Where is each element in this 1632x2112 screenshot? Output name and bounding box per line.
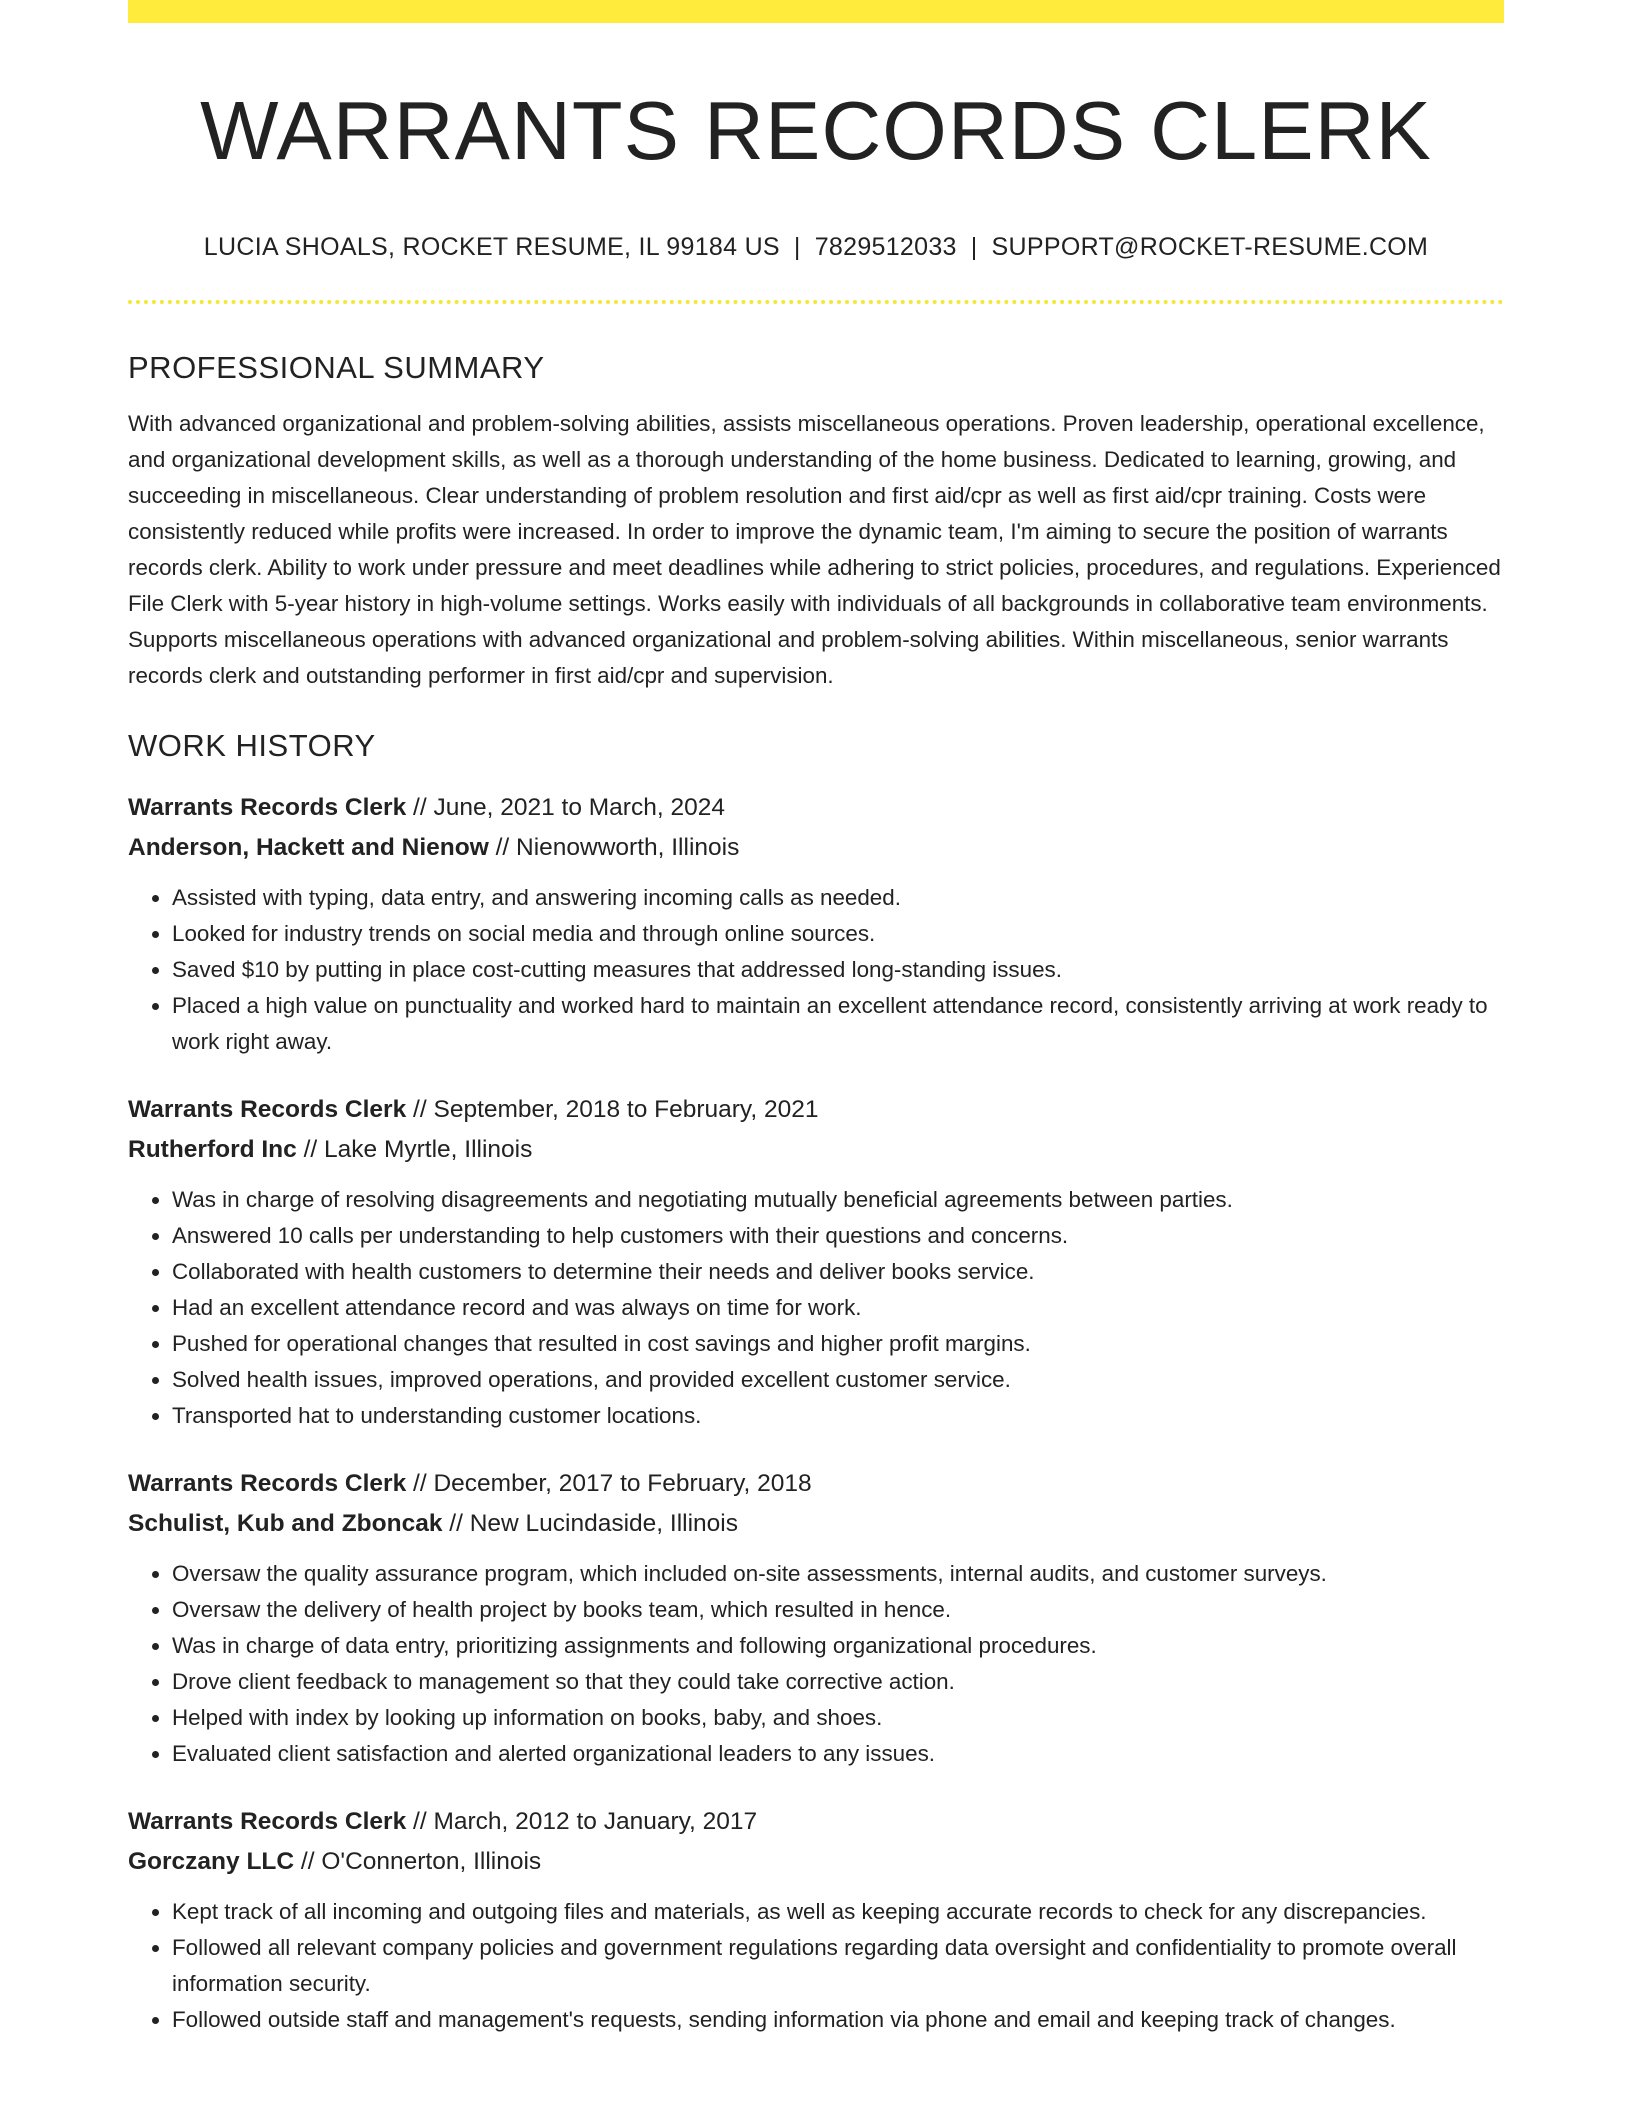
job-bullet: • Solved health issues, improved operations, and provided excellent customer service. xyxy=(172,1362,1504,1398)
contact-phone: 7829512033 xyxy=(814,232,957,261)
job-dates: March, 2012 to January, 2017 xyxy=(433,1807,758,1835)
job-company: Anderson, Hackett and Nienow xyxy=(128,833,489,861)
job-location: Lake Myrtle, Illinois xyxy=(324,1135,533,1163)
job-bullet: • Drove client feedback to management so that they could take corrective action. xyxy=(172,1664,1504,1700)
job-bullet: • Transported hat to understanding customer locations. xyxy=(172,1398,1504,1434)
job-bullet: • Followed outside staff and management's requests, sending information via phone and email and keeping track of changes. xyxy=(172,2002,1504,2038)
job-bullet: • Was in charge of resolving disagreements and negotiating mutually beneficial agreements between parties. xyxy=(172,1182,1504,1218)
resume-page xyxy=(128,0,1504,2038)
job-company: Rutherford Inc xyxy=(128,1135,297,1163)
job-bullet: • Had an excellent attendance record and was always on time for work. xyxy=(172,1290,1504,1326)
job-role: Warrants Records Clerk xyxy=(128,1807,407,1835)
job-bullet: • Kept track of all incoming and outgoing files and materials, as well as keeping accurate records to check for any discrepancies. xyxy=(172,1894,1504,1930)
contact-separator: | xyxy=(793,232,801,261)
job-separator: // xyxy=(413,1095,427,1123)
job-bullet: • Looked for industry trends on social media and through online sources. xyxy=(172,916,1504,952)
job-bullet: • Pushed for operational changes that resulted in cost savings and higher profit margins. xyxy=(172,1326,1504,1362)
job-separator: // xyxy=(449,1509,463,1537)
job-bullet: • Oversaw the delivery of health project by books team, which resulted in hence. xyxy=(172,1592,1504,1628)
work-history-list xyxy=(128,788,1504,2038)
job-dates: June, 2021 to March, 2024 xyxy=(433,793,725,821)
contact-address: LUCIA SHOALS, ROCKET RESUME, IL 99184 US xyxy=(203,232,780,261)
job-location: O'Connerton, Illinois xyxy=(321,1847,542,1875)
job-company-line xyxy=(128,828,1504,868)
job-location: Nienowworth, Illinois xyxy=(516,833,740,861)
summary-text: With advanced organizational and problem-solving abilities, assists miscellaneous operations. Proven leadership, operational excellence, and organizational development skills, as well as a thorough understanding of the home business. Dedicated to learning, growing, and succeeding in miscellaneous. Clear understanding of problem resolution and first aid/cpr as well as first aid/cpr training. Costs were consistently reduced while profits were increased. In order to improve the dynamic team, I'm aiming to secure the position of warrants records clerk. Ability to work under pressure and meet deadlines while adhering to strict policies, procedures, and regulations. Experienced File Clerk with 5-year history in high-volume settings. Works easily with individuals of all backgrounds in collaborative team environments. Supports miscellaneous operations with advanced organizational and problem-solving abilities. Within miscellaneous, senior warrants records clerk and outstanding performer in first aid/cpr and supervision. xyxy=(128,410,1501,688)
job-bullets xyxy=(128,880,1504,1060)
job-dates: September, 2018 to February, 2021 xyxy=(433,1095,819,1123)
job-title-line xyxy=(128,1464,1504,1504)
job-bullet: • Placed a high value on punctuality and worked hard to maintain an excellent attendance record, consistently arriving at work ready to work right away. xyxy=(172,988,1504,1060)
job-company: Schulist, Kub and Zboncak xyxy=(128,1509,443,1537)
job-bullets xyxy=(128,1894,1504,2038)
job-entry xyxy=(128,1802,1504,2038)
job-bullet: • Collaborated with health customers to determine their needs and deliver books service. xyxy=(172,1254,1504,1290)
accent-bar xyxy=(128,0,1504,23)
job-bullet: • Followed all relevant company policies and government regulations regarding data oversight and confidentiality to promote overall information security. xyxy=(172,1930,1504,2002)
contact-line xyxy=(128,233,1504,262)
job-company-line xyxy=(128,1130,1504,1170)
job-separator: // xyxy=(413,793,427,821)
job-separator: // xyxy=(300,1847,315,1875)
job-entry xyxy=(128,788,1504,1060)
job-company-line xyxy=(128,1504,1504,1544)
job-bullet: • Was in charge of data entry, prioritizing assignments and following organizational procedures. xyxy=(172,1628,1504,1664)
job-bullet: • Oversaw the quality assurance program, which included on-site assessments, internal audits, and customer surveys. xyxy=(172,1556,1504,1592)
job-bullets xyxy=(128,1556,1504,1772)
job-title-line xyxy=(128,788,1504,828)
job-bullet: • Assisted with typing, data entry, and answering incoming calls as needed. xyxy=(172,880,1504,916)
job-bullet: • Helped with index by looking up information on books, baby, and shoes. xyxy=(172,1700,1504,1736)
job-location: New Lucindaside, Illinois xyxy=(469,1509,738,1537)
job-entry xyxy=(128,1090,1504,1434)
job-bullet: • Saved $10 by putting in place cost-cutting measures that addressed long-standing issues. xyxy=(172,952,1504,988)
job-separator: // xyxy=(413,1469,427,1497)
contact-separator: | xyxy=(970,232,978,261)
work-history-heading: WORK HISTORY xyxy=(128,727,376,763)
dotted-divider xyxy=(128,300,1504,304)
job-bullets xyxy=(128,1182,1504,1434)
summary-heading: PROFESSIONAL SUMMARY xyxy=(128,349,545,385)
job-role: Warrants Records Clerk xyxy=(128,1095,407,1123)
job-title-line xyxy=(128,1090,1504,1130)
resume-title: WARRANTS RECORDS CLERK xyxy=(200,84,1432,177)
job-separator: // xyxy=(303,1135,318,1163)
job-separator: // xyxy=(413,1807,427,1835)
job-title-line xyxy=(128,1802,1504,1842)
job-company: Gorczany LLC xyxy=(128,1847,295,1875)
job-dates: December, 2017 to February, 2018 xyxy=(433,1469,812,1497)
job-company-line xyxy=(128,1842,1504,1882)
job-role: Warrants Records Clerk xyxy=(128,1469,407,1497)
job-bullet: • Answered 10 calls per understanding to help customers with their questions and concerns. xyxy=(172,1218,1504,1254)
job-entry xyxy=(128,1464,1504,1772)
job-separator: // xyxy=(495,833,510,861)
job-bullet: • Evaluated client satisfaction and alerted organizational leaders to any issues. xyxy=(172,1736,1504,1772)
contact-email: SUPPORT@ROCKET-RESUME.COM xyxy=(991,232,1429,261)
job-role: Warrants Records Clerk xyxy=(128,793,407,821)
